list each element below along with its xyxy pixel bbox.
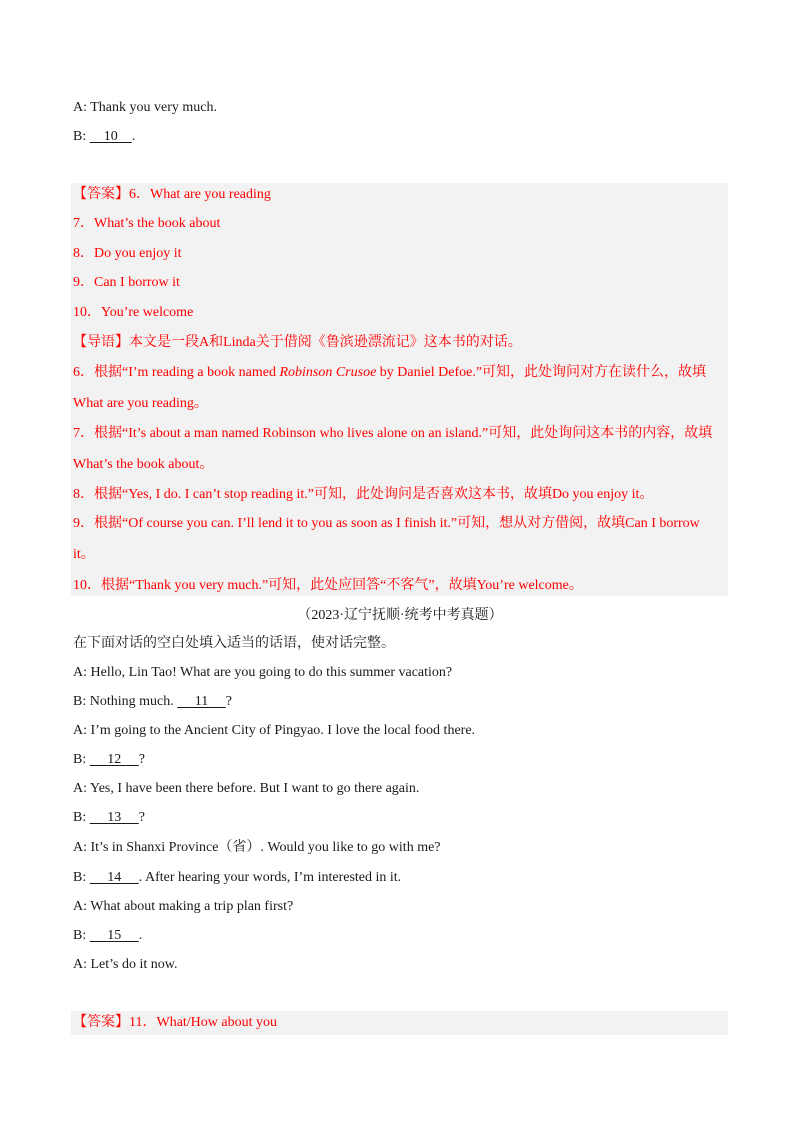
dialog-line-2: B: Nothing much. 11 ?	[73, 691, 232, 713]
dialog-line-b-blank-10: B: 10 .	[73, 126, 135, 148]
dialog-line-3: A: I’m going to the Ancient City of Pingyao. I love the local food there.	[73, 723, 476, 738]
explain-7: 7．根据“It’s about a man named Robinson who lives alone on an island.”可知，此处询问这本书的内容，故填	[73, 426, 713, 441]
blank-15: 15	[89, 928, 139, 943]
blank-11: 11	[177, 694, 226, 709]
blank-10: 10	[89, 129, 132, 144]
explain-8: 8．根据“Yes, I do. I can’t stop reading it.”可知，此处询问是否喜欢这本书，故填Do you enjoy it。	[73, 487, 654, 502]
dialog-line-10: B: 15 .	[73, 925, 142, 947]
book-title: Robinson Crusoe	[279, 365, 377, 380]
answer-tag: 【答案】	[73, 1015, 129, 1030]
dialog-line-8: B: 14 . After hearing your words, I’m interested in it.	[73, 867, 401, 889]
answer-9: 9．Can I borrow it	[73, 275, 180, 290]
explain-7-cont: What’s the book about。	[73, 457, 214, 472]
dialog-line-9: A: What about making a trip plan first?	[73, 899, 294, 914]
explain-9: 9．根据“Of course you can. I’ll lend it to you as soon as I finish it.”可知，想从对方借阅，故填Can I borrow	[73, 516, 700, 531]
answer-11: 【答案】11．What/How about you	[73, 1015, 278, 1030]
dialog-line-1: A: Hello, Lin Tao! What are you going to do this summer vacation?	[73, 665, 453, 680]
dialog-line-6: B: 13 ?	[73, 807, 145, 829]
blank-14: 14	[89, 870, 139, 885]
dialog-line-4: B: 12 ?	[73, 749, 145, 771]
dialog-line-a-thanks: A: Thank you very much.	[73, 100, 217, 115]
question-source: （2023·辽宁抚顺·统考中考真题）	[297, 608, 503, 623]
explain-6-cont: What are you reading。	[73, 396, 208, 411]
explain-6: 6．根据“I’m reading a book named Robinson Crusoe by Daniel Defoe.”可知，此处询问对方在读什么，故填	[73, 365, 707, 380]
answer-10: 10．You’re welcome	[73, 305, 194, 320]
dialog-line-5: A: Yes, I have been there before. But I want to go there again.	[73, 781, 420, 796]
answer-6: 【答案】6．What are you reading	[73, 187, 271, 202]
explain-9-cont: it。	[73, 547, 95, 562]
guide-text: 【导语】本文是一段A和Linda关于借阅《鲁滨逊漂流记》这本书的对话。	[73, 335, 522, 350]
question-instruction: 在下面对话的空白处填入适当的话语，使对话完整。	[73, 636, 395, 651]
blank-12: 12	[89, 752, 139, 767]
answer-tag: 【答案】	[73, 187, 129, 202]
dialog-line-11: A: Let’s do it now.	[73, 957, 178, 972]
answer-7: 7．What’s the book about	[73, 216, 221, 231]
blank-13: 13	[89, 810, 139, 825]
dialog-line-7: A: It’s in Shanxi Province（省）. Would you like to go with me?	[73, 840, 441, 855]
answer-8: 8．Do you enjoy it	[73, 246, 182, 261]
explain-10: 10．根据“Thank you very much.”可知，此处应回答“不客气”，故填You’re welcome。	[73, 578, 583, 593]
